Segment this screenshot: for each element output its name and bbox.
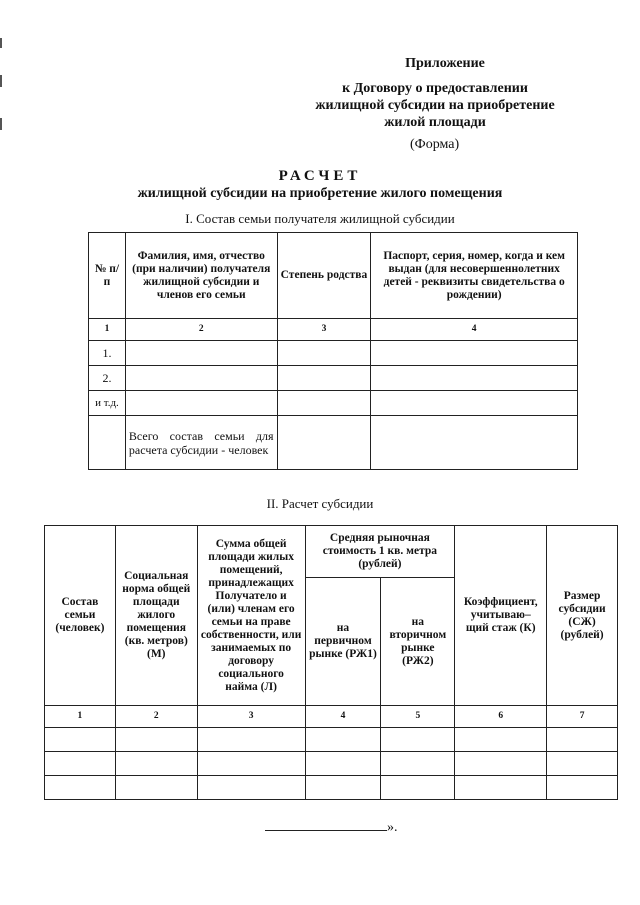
empty-cell — [197, 728, 305, 752]
header-cell-passport: Паспорт, серия, номер, когда и кем выдан (для несовершеннолетних детей - реквизиты свидетельства о рождении) — [371, 233, 578, 319]
scan-edge-mark — [0, 75, 2, 87]
empty-cell — [305, 752, 381, 776]
column-number: 3 — [277, 319, 371, 341]
family-composition-table — [88, 232, 578, 470]
appendix-line: жилой площади — [384, 115, 486, 130]
scan-edge-mark — [0, 118, 2, 130]
empty-cell — [125, 366, 277, 391]
table-row — [89, 366, 578, 391]
header-cell-number: № п/п — [89, 233, 126, 319]
column-number: 1 — [89, 319, 126, 341]
column-number: 4 — [305, 706, 381, 728]
document-title: РАСЧЕТ — [278, 168, 362, 184]
empty-cell — [125, 341, 277, 366]
document-subtitle: жилищной субсидии на приобретение жилого помещения — [137, 186, 503, 201]
empty-cell — [455, 728, 547, 752]
row-label: и т.д. — [89, 391, 126, 416]
empty-cell — [45, 728, 116, 752]
empty-cell — [371, 391, 578, 416]
appendix-line: к Договору о предоставлении — [342, 81, 528, 96]
header-cell-secondary-market: на вторичном рынке (РЖ2) — [381, 578, 455, 706]
column-number: 5 — [381, 706, 455, 728]
empty-cell — [115, 728, 197, 752]
scan-edge-mark — [0, 38, 2, 48]
empty-cell — [547, 752, 618, 776]
form-note: (Форма) — [410, 137, 460, 152]
empty-cell — [45, 776, 116, 800]
empty-cell — [547, 776, 618, 800]
empty-cell — [371, 416, 578, 470]
empty-cell — [277, 366, 371, 391]
row-label: 2. — [89, 366, 126, 391]
total-row — [89, 416, 578, 470]
appendix-line: жилищной субсидии на приобретение — [315, 98, 555, 113]
empty-cell — [277, 341, 371, 366]
appendix-title: Приложение — [405, 56, 485, 71]
closing-line — [265, 818, 398, 836]
empty-cell — [89, 416, 126, 470]
empty-cell — [547, 728, 618, 752]
column-number: 3 — [197, 706, 305, 728]
empty-cell — [115, 752, 197, 776]
table-row — [45, 728, 618, 752]
table-row — [45, 752, 618, 776]
empty-cell — [371, 341, 578, 366]
empty-cell — [455, 776, 547, 800]
column-number: 4 — [371, 319, 578, 341]
blank-underline — [265, 818, 387, 831]
column-number: 1 — [45, 706, 116, 728]
column-number: 2 — [125, 319, 277, 341]
header-cell-coefficient: Коэффициент, учитываю– щий стаж (К) — [455, 526, 547, 706]
table-row — [45, 776, 618, 800]
empty-cell — [197, 776, 305, 800]
empty-cell — [455, 752, 547, 776]
row-label: 1. — [89, 341, 126, 366]
header-cell-fullname: Фамилия, имя, отчество (при наличии) получателя жилищной субсидии и членов его семьи — [125, 233, 277, 319]
empty-cell — [277, 416, 371, 470]
section-1-heading: I. Состав семьи получателя жилищной субсидии — [185, 211, 455, 226]
empty-cell — [277, 391, 371, 416]
column-number: 7 — [547, 706, 618, 728]
empty-cell — [371, 366, 578, 391]
header-cell-primary-market: на первичном рынке (РЖ1) — [305, 578, 381, 706]
empty-cell — [305, 728, 381, 752]
empty-cell — [381, 776, 455, 800]
empty-cell — [305, 776, 381, 800]
header-cell-subsidy-size: Размер субсидии (СЖ) (рублей) — [547, 526, 618, 706]
closing-quote: ». — [387, 820, 398, 835]
column-number: 6 — [455, 706, 547, 728]
appendix-header — [300, 55, 570, 131]
column-number: 2 — [115, 706, 197, 728]
empty-cell — [381, 752, 455, 776]
empty-cell — [197, 752, 305, 776]
header-cell-relationship: Степень родства — [277, 233, 371, 319]
total-label: Всего состав семьи для расчета субсидии - человек — [125, 416, 277, 470]
section-2-heading: II. Расчет субсидии — [266, 496, 374, 511]
empty-cell — [381, 728, 455, 752]
table-row — [89, 341, 578, 366]
empty-cell — [115, 776, 197, 800]
header-cell-family-size: Состав семьи (человек) — [45, 526, 116, 706]
subsidy-calculation-table — [44, 525, 618, 800]
header-cell-owned-area: Сумма общей площади жилых помещений, принадлежащих Получатело и (или) членам его семьи на праве собственности, или занимаемых по договору социального найма (Л) — [197, 526, 305, 706]
empty-cell — [125, 391, 277, 416]
table-row — [89, 391, 578, 416]
empty-cell — [45, 752, 116, 776]
header-cell-social-norm: Социальная норма общей площади жилого помещения (кв. метров) (М) — [115, 526, 197, 706]
header-cell-market-price: Средняя рыночная стоимость 1 кв. метра (рублей) — [305, 526, 455, 578]
